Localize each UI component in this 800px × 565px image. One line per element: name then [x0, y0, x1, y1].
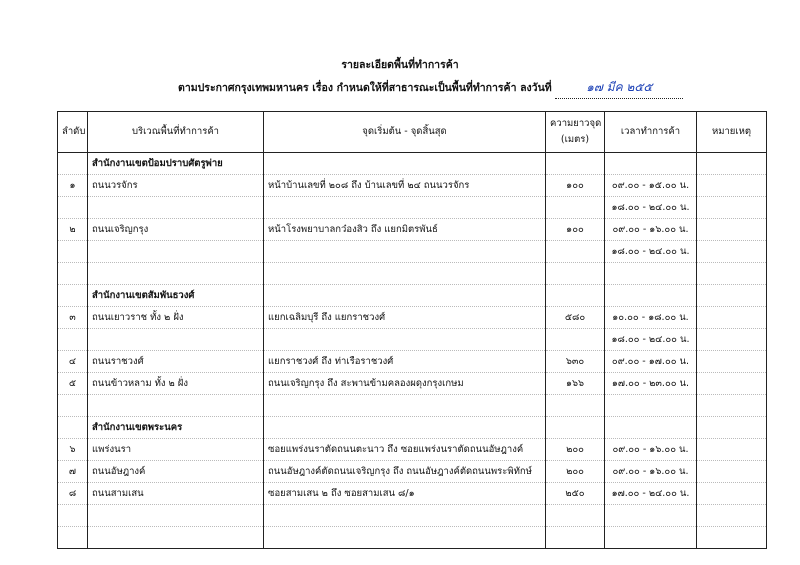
cell-note — [697, 307, 767, 329]
cell-no: ๕ — [58, 373, 88, 395]
header-length-line2: (เมตร) — [560, 134, 590, 145]
blank-row — [58, 263, 767, 285]
cell-note — [697, 329, 767, 351]
handwritten-date: ๑๗ มีค ๒๕๕ — [555, 78, 683, 99]
cell-route: แยกเฉลิมบุรี ถึง แยกราชวงศ์ — [264, 307, 546, 329]
blank-row — [58, 395, 767, 417]
cell-route — [264, 505, 546, 527]
header-area: บริเวณพื้นที่ทำการค้า — [88, 112, 264, 153]
cell-no: ๗ — [58, 461, 88, 483]
cell-route: แยกราชวงศ์ ถึง ท่าเรือราชวงศ์ — [264, 351, 546, 373]
cell-time: ๑๘.๐๐ - ๒๔.๐๐ น. — [605, 197, 697, 219]
cell-note — [697, 527, 767, 549]
cell-length: ๒๕๐ — [546, 483, 605, 505]
document-title: รายละเอียดพื้นที่ทำการค้า — [341, 59, 459, 71]
section-row — [58, 417, 767, 439]
table-row — [58, 307, 767, 329]
cell-no — [58, 417, 88, 439]
cell-no — [58, 263, 88, 285]
cell-length — [546, 527, 605, 549]
cell-route: ซอยสามเสน ๒ ถึง ซอยสามเสน ๘/๑ — [264, 483, 546, 505]
cell-length: ๑๐๐ — [546, 219, 605, 241]
cell-time: ๑๗.๐๐ - ๒๓.๐๐ น. — [605, 373, 697, 395]
cell-no — [58, 197, 88, 219]
cell-area — [88, 263, 264, 285]
cell-area — [88, 505, 264, 527]
cell-time: ๑๗.๐๐ - ๒๔.๐๐ น. — [605, 483, 697, 505]
cell-time — [605, 505, 697, 527]
cell-no: ๑ — [58, 175, 88, 197]
cell-length — [546, 329, 605, 351]
cell-area: แพร่งนรา — [88, 439, 264, 461]
cell-route: ซอยแพร่งนราตัดถนนตะนาว ถึง ซอยแพร่งนราตัดถนนอัษฎางค์ — [264, 439, 546, 461]
cell-area — [88, 197, 264, 219]
cell-length — [546, 197, 605, 219]
blank-row — [58, 505, 767, 527]
cell-area: ถนนวรจักร — [88, 175, 264, 197]
table-row — [58, 241, 767, 263]
cell-area — [88, 395, 264, 417]
cell-route: หน้าบ้านเลขที่ ๒๐๘ ถึง บ้านเลขที่ ๒๔ ถนนวรจักร — [264, 175, 546, 197]
cell-length — [546, 263, 605, 285]
cell-length — [546, 153, 605, 175]
header-time: เวลาทำการค้า — [605, 112, 697, 153]
cell-area: ถนนเยาวราช ทั้ง ๒ ฝั่ง — [88, 307, 264, 329]
cell-area: สำนักงานเขตป้อมปราบศัตรูพ่าย — [88, 153, 264, 175]
cell-no: ๔ — [58, 351, 88, 373]
cell-time: ๑๘.๐๐ - ๒๔.๐๐ น. — [605, 241, 697, 263]
cell-no — [58, 527, 88, 549]
header-note: หมายเหตุ — [697, 112, 767, 153]
cell-time: ๑๐.๐๐ - ๑๘.๐๐ น. — [605, 307, 697, 329]
table-row — [58, 219, 767, 241]
cell-note — [697, 461, 767, 483]
cell-length — [546, 505, 605, 527]
header-length-line1: ความยาวจุด — [550, 118, 602, 129]
cell-note — [697, 175, 767, 197]
cell-length: ๒๐๐ — [546, 461, 605, 483]
cell-area: ถนนข้าวหลาม ทั้ง ๒ ฝั่ง — [88, 373, 264, 395]
table-header-row — [58, 112, 767, 153]
cell-route — [264, 395, 546, 417]
table-row — [58, 329, 767, 351]
cell-route: ถนนเจริญกรุง ถึง สะพานข้ามคลองผดุงกรุงเกษม — [264, 373, 546, 395]
blank-row — [58, 527, 767, 549]
table-row — [58, 461, 767, 483]
cell-no — [58, 395, 88, 417]
cell-length — [546, 285, 605, 307]
cell-length — [546, 241, 605, 263]
cell-area: ถนนราชวงศ์ — [88, 351, 264, 373]
subtitle-text: ตามประกาศกรุงเทพมหานคร เรื่อง กำหนดให้ที่สาธารณะเป็นพื้นที่ทำการค้า ลงวันที่ — [178, 82, 552, 94]
table-row — [58, 439, 767, 461]
cell-time: ๑๘.๐๐ - ๒๔.๐๐ น. — [605, 329, 697, 351]
cell-note — [697, 417, 767, 439]
cell-no: ๘ — [58, 483, 88, 505]
cell-route — [264, 527, 546, 549]
cell-route — [264, 241, 546, 263]
cell-note — [697, 395, 767, 417]
cell-time — [605, 417, 697, 439]
cell-time: ๐๙.๐๐ - ๑๖.๐๐ น. — [605, 439, 697, 461]
cell-length: ๕๘๐ — [546, 307, 605, 329]
document-subtitle — [178, 78, 683, 99]
cell-no: ๒ — [58, 219, 88, 241]
cell-route — [264, 285, 546, 307]
table-row — [58, 197, 767, 219]
table-row — [58, 175, 767, 197]
cell-area: สำนักงานเขตพระนคร — [88, 417, 264, 439]
cell-time: ๐๙.๐๐ - ๑๕.๐๐ น. — [605, 175, 697, 197]
cell-area: ถนนอัษฎางค์ — [88, 461, 264, 483]
cell-time: ๐๙.๐๐ - ๑๖.๐๐ น. — [605, 219, 697, 241]
cell-length: ๖๓๐ — [546, 351, 605, 373]
cell-time — [605, 395, 697, 417]
cell-note — [697, 483, 767, 505]
cell-no — [58, 153, 88, 175]
cell-route — [264, 263, 546, 285]
table-row — [58, 373, 767, 395]
cell-route — [264, 197, 546, 219]
cell-note — [697, 439, 767, 461]
cell-note — [697, 285, 767, 307]
cell-length — [546, 395, 605, 417]
cell-note — [697, 219, 767, 241]
cell-note — [697, 263, 767, 285]
cell-route — [264, 417, 546, 439]
cell-length: ๑๐๐ — [546, 175, 605, 197]
cell-route — [264, 153, 546, 175]
cell-area — [88, 241, 264, 263]
header-no: ลำดับ — [58, 112, 88, 153]
cell-time — [605, 527, 697, 549]
cell-no: ๓ — [58, 307, 88, 329]
table-row — [58, 483, 767, 505]
header-length — [546, 112, 605, 153]
cell-length: ๒๐๐ — [546, 439, 605, 461]
section-row — [58, 153, 767, 175]
cell-no — [58, 329, 88, 351]
cell-time: ๐๙.๐๐ - ๑๖.๐๐ น. — [605, 461, 697, 483]
cell-area: ถนนเจริญกรุง — [88, 219, 264, 241]
cell-route — [264, 329, 546, 351]
cell-length — [546, 417, 605, 439]
cell-area — [88, 329, 264, 351]
cell-no — [58, 505, 88, 527]
cell-area: ถนนสามเสน — [88, 483, 264, 505]
header-route: จุดเริ่มต้น - จุดสิ้นสุด — [264, 112, 546, 153]
cell-time: ๐๙.๐๐ - ๑๗.๐๐ น. — [605, 351, 697, 373]
cell-route: หน้าโรงพยาบาลกว๋องสิว ถึง แยกมิตรพันธ์ — [264, 219, 546, 241]
cell-route: ถนนอัษฎางค์ตัดถนนเจริญกรุง ถึง ถนนอัษฎางค์ตัดถนนพระพิทักษ์ — [264, 461, 546, 483]
cell-note — [697, 373, 767, 395]
cell-note — [697, 197, 767, 219]
cell-note — [697, 505, 767, 527]
cell-note — [697, 351, 767, 373]
cell-no — [58, 285, 88, 307]
trade-area-table — [57, 111, 767, 549]
cell-length: ๑๖๖ — [546, 373, 605, 395]
cell-time — [605, 285, 697, 307]
table-row — [58, 351, 767, 373]
cell-time — [605, 263, 697, 285]
cell-no — [58, 241, 88, 263]
cell-note — [697, 153, 767, 175]
cell-area: สำนักงานเขตสัมพันธวงศ์ — [88, 285, 264, 307]
section-row — [58, 285, 767, 307]
cell-note — [697, 241, 767, 263]
cell-no: ๖ — [58, 439, 88, 461]
cell-area — [88, 527, 264, 549]
cell-time — [605, 153, 697, 175]
